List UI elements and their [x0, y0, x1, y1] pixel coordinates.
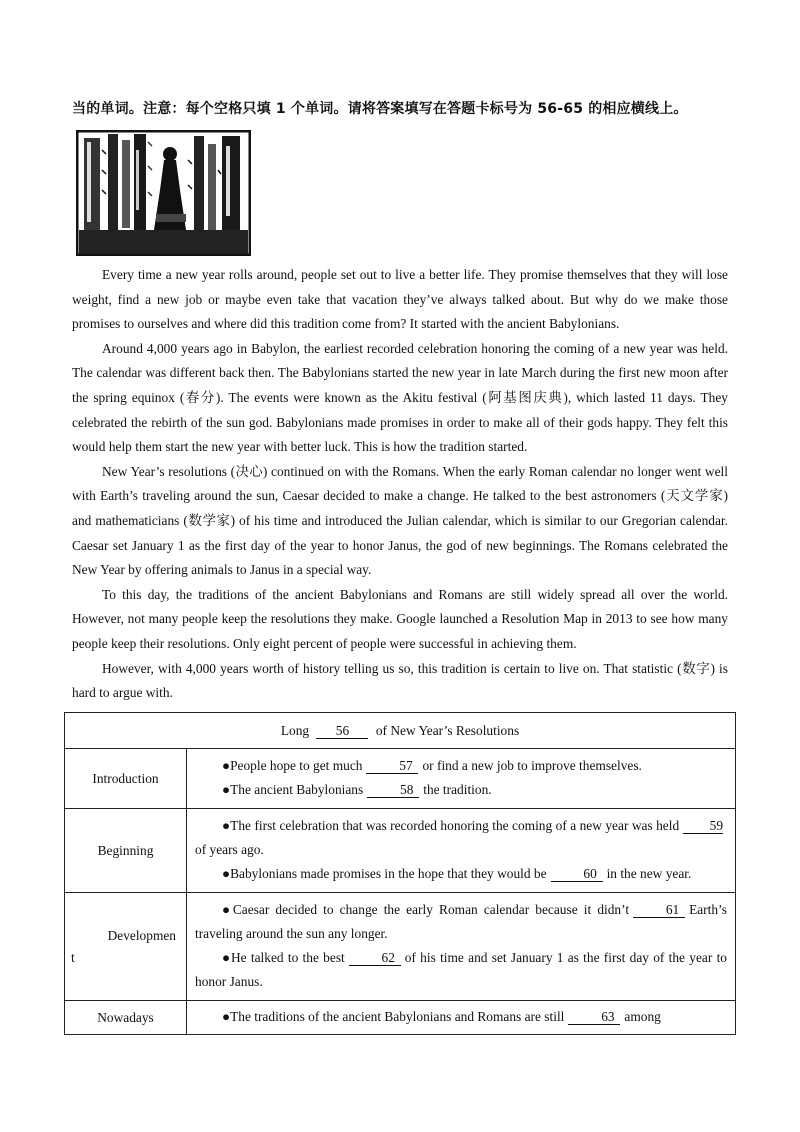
table-title-pre: Long	[280, 722, 310, 738]
babylon-temple-illustration	[76, 130, 251, 256]
beginning-line-2: ●Babylonians made promises in the hope that they would be 60 in the new year.	[222, 866, 692, 881]
passage-paragraph-5: However, with 4,000 years worth of history telling us so, this tradition is certain to live on. That statistic (数字) is hard to argue with.	[72, 660, 728, 701]
passage-paragraph-3: New Year’s resolutions (决心) continued on with the Romans. When the early Roman calendar no longer went well with Earth’s traveling around the sun, Caesar decided to make a change. He talked to the best astronomers (天文学家) and mathematicians (数学家) of his time and introduced the Julian calendar, which is similar to our Gregorian calendar. Caesar set January 1 as the first day of the year to honor Janus, the god of new beginnings. The Romans celebrated the New Year by offering animals to Janus in a special way.	[72, 463, 728, 578]
row-content-introduction	[187, 749, 736, 809]
beginning-line-1: ●The first celebration that was recorded honoring the coming of a new year was held 59of years ago.	[195, 818, 724, 857]
nowadays-line-1: ●The traditions of the ancient Babylonians and Romans are still 63 among	[222, 1009, 661, 1024]
summary-table	[64, 712, 736, 1035]
table-row-introduction	[65, 749, 736, 809]
passage-paragraph-1: Every time a new year rolls around, people set out to live a better life. They promise themselves that they will lose weight, find a new job or maybe even take that vacation they’ve always talked about. But why do we make those promises to ourselves and where did this tradition come from? It started with the ancient Babylonians.	[72, 267, 728, 332]
row-label-development: Developmen t	[65, 893, 187, 1001]
row-label-beginning: Beginning	[65, 809, 187, 893]
passage	[72, 263, 728, 706]
blank-56[interactable]: 56	[316, 723, 368, 739]
intro-line-2: ●The ancient Babylonians 58 the tradition.	[222, 782, 492, 797]
row-content-beginning	[187, 809, 736, 893]
blank-58[interactable]: 58	[367, 782, 419, 798]
table-row-nowadays	[65, 1001, 736, 1035]
development-line-1: ●Caesar decided to change the early Roman calendar because it didn’t 61 Earth’s traveling around the sun any longer.	[195, 902, 727, 941]
blank-59[interactable]: 59	[683, 818, 723, 834]
blank-61[interactable]: 61	[633, 902, 685, 918]
row-content-development	[187, 893, 736, 1001]
development-line-2: ●He talked to the best 62 of his time and set January 1 as the first day of the year to honor Janus.	[195, 950, 727, 989]
row-label-nowadays: Nowadays	[65, 1001, 187, 1035]
blank-62[interactable]: 62	[349, 950, 401, 966]
row-label-introduction: Introduction	[65, 749, 187, 809]
table-row-beginning	[65, 809, 736, 893]
passage-paragraph-2: Around 4,000 years ago in Babylon, the earliest recorded celebration honoring the coming of a new year was held. The calendar was different back then. The Babylonians started the new year in late March during the first new moon after the spring equinox (春分). The events were known as the Akitu festival (阿基图庆典), which lasted 11 days. They celebrated the rebirth of the sun god. Babylonians made promises in order to make all of their gods happy. They felt this would help them start the new year with better luck. This is how the tradition started.	[72, 340, 728, 455]
blank-63[interactable]: 63	[568, 1009, 620, 1025]
row-content-nowadays	[187, 1001, 736, 1035]
blank-60[interactable]: 60	[551, 866, 603, 882]
passage-paragraph-4: To this day, the traditions of the ancient Babylonians and Romans are still widely spread all over the world. However, not many people keep the resolutions they make. Google launched a Resolution Map in 2013 to see how many people keep their resolutions. Only eight percent of people were successful in achieving them.	[72, 586, 728, 651]
intro-line-1: ●People hope to get much 57 or find a new job to improve themselves.	[222, 758, 642, 773]
table-title	[65, 713, 736, 749]
instruction-heading: 当的单词。注意：每个空格只填 1 个单词。请将答案填写在答题卡标号为 56-65 的相应横线上。	[72, 101, 688, 117]
table-title-post: of New Year’s Resolutions	[375, 722, 520, 738]
table-row-development	[65, 893, 736, 1001]
blank-57[interactable]: 57	[366, 758, 418, 774]
